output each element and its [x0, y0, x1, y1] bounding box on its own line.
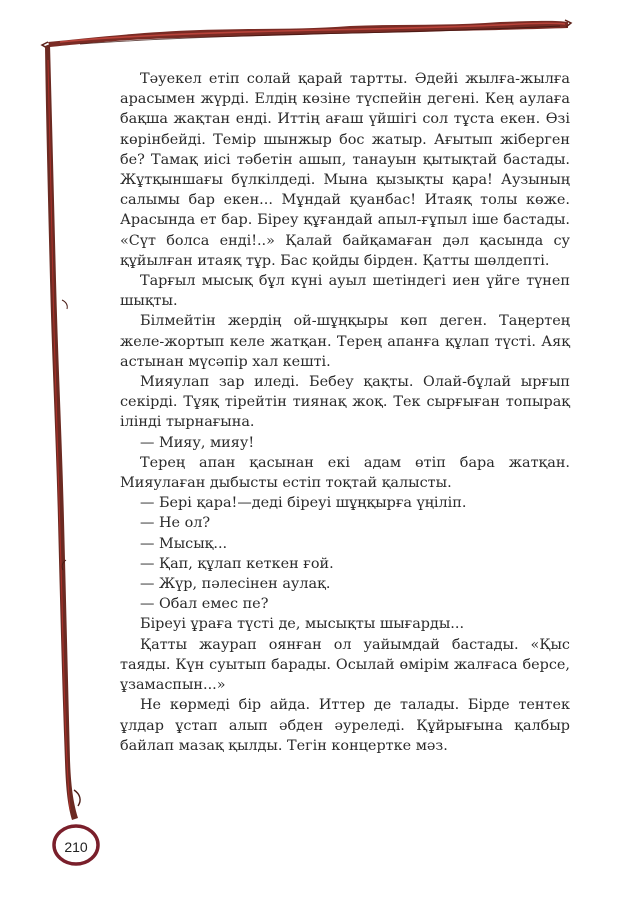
paragraph: Біреуі ұраға түсті де, мысықты шығарды...: [140, 616, 465, 633]
dialogue-line: — Мияу, мияу!: [140, 434, 255, 451]
story-text: [120, 69, 570, 756]
dialogue-line: — Бері қара!—деді біреуі шұңқырға үңіліп.: [140, 495, 467, 512]
paragraph: Не көрмеді бір айда. Иттер де талады. Бірде тентек ұлдар ұстап алып әбден әуреледі. Құйрығына қалбыр байлап мазақ қылды. Тегін концертке мәз.: [120, 697, 570, 754]
dialogue-line: — Жүр, пәлесінен аулақ.: [140, 576, 331, 593]
paragraph: Білмейтін жердің ой-шұңқыры көп деген. Таңертең желе-жортып келе жатқан. Терең апанға құлап түсті. Аяқ астынан мүсәпір хал кешті.: [120, 313, 570, 370]
paragraph: Тарғыл мысық бұл күні ауыл шетіндегі иен үйге түнеп шықты.: [120, 273, 570, 310]
page-number: 210: [64, 839, 88, 855]
paragraph: Терең апан қасынан екі адам өтіп бара жатқан. Мияулаған дыбысты естіп тоқтай қалысты.: [120, 454, 570, 492]
dialogue-line: — Не ол?: [140, 515, 211, 532]
dialogue-line: — Обал емес пе?: [140, 596, 269, 613]
dialogue-line: — Мысық...: [140, 535, 228, 552]
paragraph: Қатты жаурап оянған ол уайымдай бастады. «Қыс таяды. Күн суытып барады. Осылай өмірім жалғаса берсе, ұзамаспын...»: [120, 636, 570, 694]
dialogue-line: — Қап, құлап кеткен ғой.: [140, 555, 334, 572]
paragraph: Тәуекел етіп солай қарай тартты. Әдейі жылға-жылға арасымен жүрді. Елдің көзіне түспейін дегені. Кең аулаға бақша жақтан енді. Иттің ағаш үйшігі сол тұста екен. Өзі көрінбейді. Темір шынжыр бос жатыр. Ағытып жіберген бе? Тамақ иісі тәбетін ашып, танауын қытықтай бастады. Жұтқыншағы бүлкілдеді. Мына қызықты қара! Аузының салымы бар екен... Мұндай қуанбас! Итаяқ толы көже. Арасында ет бар. Біреу құғандай апыл-ғұпыл іше бастады. «Сүт болса енді!..» Қалай байқамаған дәл қасында су құйылған итаяқ тұр. Бас қойды бірден. Қатты шөлдепті.: [120, 71, 570, 269]
paragraph: Мияулап зар иледі. Бебеу қақты. Олай-бұлай ырғып секірді. Тұяқ тірейтін тиянақ жоқ. Тек сырғыған топырақ ілінді тырнағына.: [120, 374, 570, 431]
